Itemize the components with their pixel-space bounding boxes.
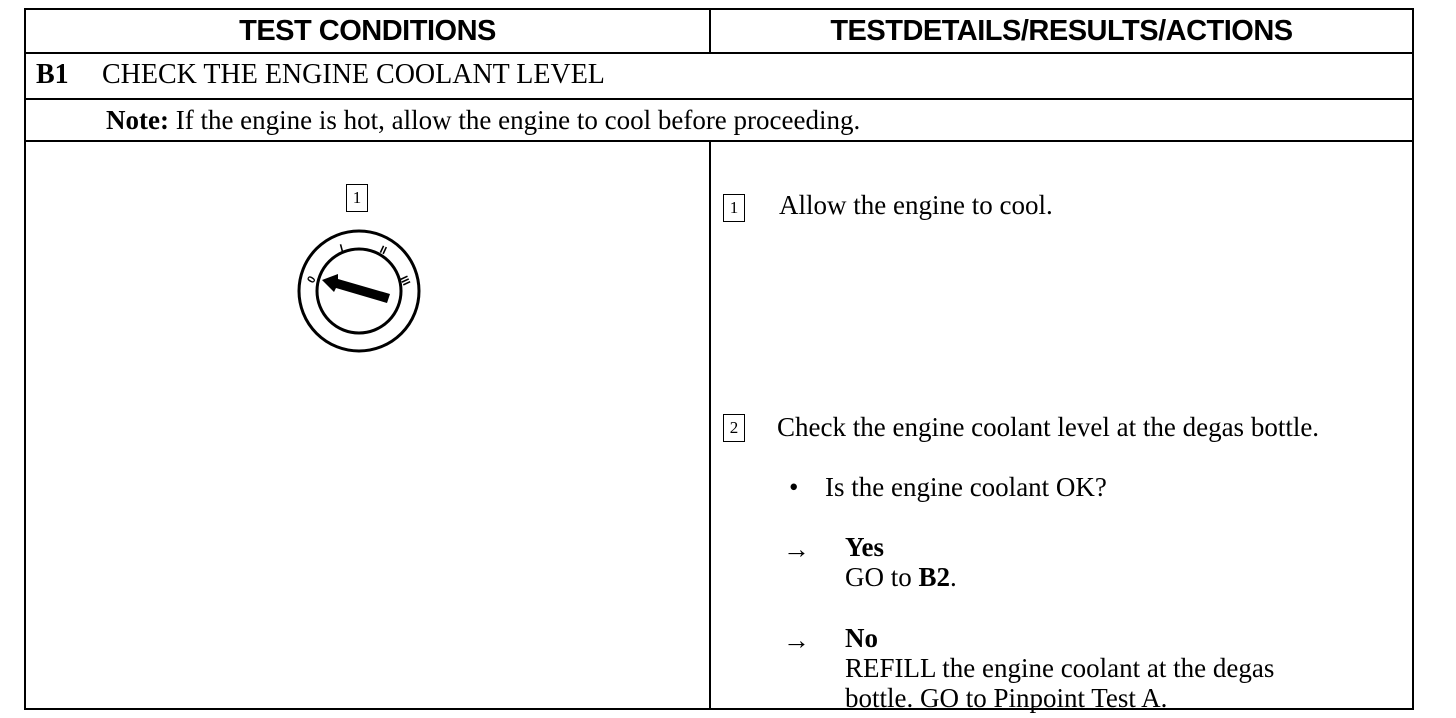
dial-mark-3: III <box>397 274 413 288</box>
header-test-conditions: TEST CONDITIONS <box>26 10 711 52</box>
body-row <box>26 142 1412 713</box>
test-conditions-cell <box>26 142 711 708</box>
step-row <box>26 54 1412 100</box>
note-label: Note: <box>106 105 169 135</box>
note-row <box>26 100 1412 142</box>
table-header <box>26 10 1412 54</box>
yes-arrow-icon: → <box>783 534 810 564</box>
note-text: If the engine is hot, allow the engine to cool before proceeding. <box>168 105 861 135</box>
question-bullet: • <box>789 472 799 502</box>
no-arrow-icon: → <box>783 625 810 655</box>
dial-mark-1: I <box>338 242 345 255</box>
action-2-number-box: 2 <box>723 414 745 442</box>
header-test-details: TESTDETAILS/RESULTS/ACTIONS <box>830 14 1293 47</box>
test-table <box>24 8 1414 713</box>
no-action-line-2: bottle. GO to Pinpoint Test A. <box>845 683 1168 713</box>
step-title: CHECK THE ENGINE COOLANT LEVEL <box>102 59 605 90</box>
action-2-text: Check the engine coolant level at the degas bottle. <box>777 412 1320 442</box>
key-arrow <box>322 274 390 303</box>
action-1-text: Allow the engine to cool. <box>779 190 1053 220</box>
note <box>106 105 860 136</box>
dial-mark-2: II <box>377 243 389 258</box>
dial-mark-0: 0 <box>305 274 319 286</box>
no-label: No <box>845 623 878 653</box>
yes-action <box>845 562 957 593</box>
illustration-number-box: 1 <box>346 184 368 212</box>
yes-action-suffix: . <box>950 562 957 592</box>
yes-label: Yes <box>845 532 884 562</box>
yes-action-prefix: GO to <box>845 562 919 592</box>
question-text: Is the engine coolant OK? <box>825 472 1107 502</box>
ignition-key-dial-icon <box>296 228 422 354</box>
step-id: B1 <box>36 59 69 90</box>
action-1-number-box: 1 <box>723 194 745 222</box>
test-details-cell <box>711 142 1412 713</box>
no-action-line-1: REFILL the engine coolant at the degas <box>845 653 1275 683</box>
yes-target-link: B2 <box>918 562 951 592</box>
